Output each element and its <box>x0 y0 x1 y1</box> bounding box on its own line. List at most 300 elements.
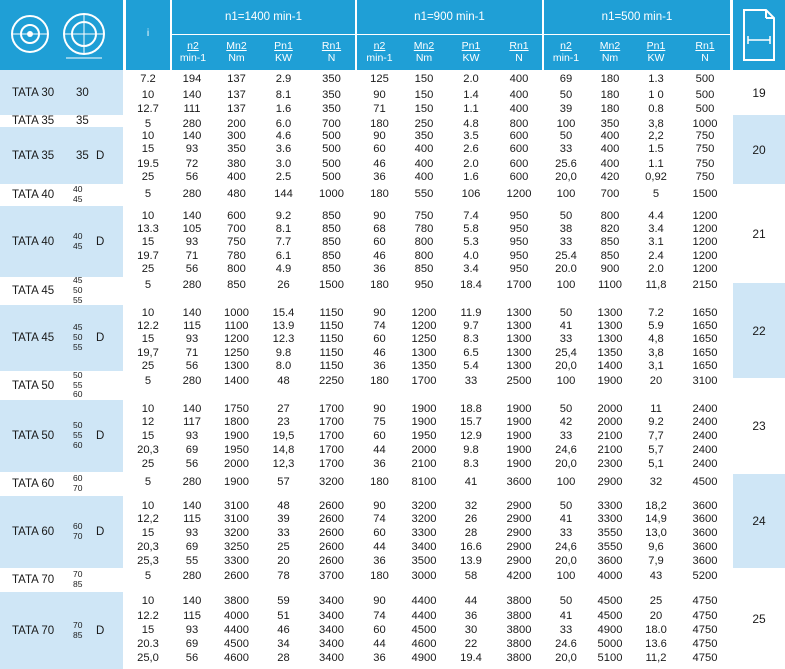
model-sizes: 70 85 <box>73 619 83 640</box>
table-row <box>126 188 731 200</box>
value-cell: 4900 <box>411 652 437 664</box>
value-cell: 30 <box>464 624 478 636</box>
value-cell: 3500 <box>411 555 437 567</box>
value-cell: 400 <box>414 158 434 170</box>
value-cell: 71 <box>185 347 199 359</box>
model-label <box>0 277 123 305</box>
model-label <box>0 127 123 184</box>
table-row <box>126 118 731 130</box>
column-header: Mn2 Nm <box>413 39 435 64</box>
model-name: TATA 70 <box>12 624 55 637</box>
value-cell: 1150 <box>319 307 344 319</box>
ratio-cell: 25,3 <box>137 555 159 567</box>
value-cell: 850 <box>600 236 620 248</box>
value-cell: 2600 <box>319 500 344 512</box>
table-row <box>126 500 731 512</box>
ratio-cell: 12.7 <box>137 103 159 115</box>
value-cell: 5,1 <box>648 458 664 470</box>
page-reference: 24 <box>733 474 785 568</box>
value-cell: 69 <box>185 444 199 456</box>
value-cell: 4500 <box>411 624 437 636</box>
value-cell: 1200 <box>692 236 718 248</box>
value-cell: 2.0 <box>463 158 479 170</box>
value-cell: 700 <box>322 118 341 130</box>
value-cell: 90 <box>373 210 386 222</box>
value-cell: 32 <box>649 476 663 488</box>
value-cell: 13,0 <box>645 527 667 539</box>
value-cell: 3800 <box>506 595 532 607</box>
model-label <box>0 472 123 496</box>
value-cell: 5.3 <box>463 236 479 248</box>
value-cell: 1.6 <box>275 103 292 115</box>
value-cell: 180 <box>600 103 620 115</box>
value-cell: 750 <box>695 143 715 155</box>
value-cell: 15.7 <box>460 416 482 428</box>
value-cell: 117 <box>183 416 201 428</box>
value-cell: 137 <box>227 73 246 85</box>
value-cell: 12.3 <box>272 333 295 345</box>
value-cell: 2100 <box>411 458 437 470</box>
value-cell: 4750 <box>692 652 718 664</box>
value-cell: 850 <box>322 210 341 222</box>
value-cell: 4000 <box>597 570 623 582</box>
value-cell: 4.8 <box>463 118 479 130</box>
table-row <box>126 210 731 222</box>
ratio-cell: 20,3 <box>137 444 159 456</box>
value-cell: 4750 <box>692 595 718 607</box>
value-cell: 56 <box>185 171 199 183</box>
model-name: TATA 40 <box>12 235 55 248</box>
table-row <box>126 223 731 235</box>
model-variant: D <box>96 149 105 162</box>
value-cell: 300 <box>227 130 246 142</box>
model-label <box>0 70 123 115</box>
value-cell: 600 <box>509 171 529 183</box>
speed-header-1400: n1=1400 min-1 <box>224 11 303 23</box>
value-cell: 2900 <box>506 527 532 539</box>
model-label <box>0 371 123 400</box>
value-cell: 90 <box>373 500 386 512</box>
value-cell: 250 <box>414 118 434 130</box>
column-header: n2 min-1 <box>366 39 393 64</box>
value-cell: 137 <box>227 89 246 101</box>
value-cell: 280 <box>182 188 202 200</box>
value-cell: 19,5 <box>272 430 295 442</box>
value-cell: 90 <box>373 595 386 607</box>
value-cell: 1650 <box>692 320 718 332</box>
table-row <box>126 158 731 170</box>
value-cell: 850 <box>600 250 620 262</box>
value-cell: 1150 <box>319 320 344 332</box>
value-cell: 1900 <box>224 476 249 488</box>
value-cell: 200 <box>227 118 246 130</box>
value-cell: 5.9 <box>648 320 664 332</box>
value-cell: 22 <box>464 638 478 650</box>
value-cell: 3400 <box>319 652 344 664</box>
value-cell: 1950 <box>411 430 437 442</box>
value-cell: 7,9 <box>648 555 664 567</box>
value-cell: 11,2 <box>645 652 667 664</box>
ratio-cell: 10 <box>141 89 155 101</box>
ratio-cell: 10 <box>141 403 155 415</box>
table-row <box>126 541 731 553</box>
value-cell: 50 <box>559 89 573 101</box>
value-cell: 1900 <box>411 416 437 428</box>
value-cell: 3.5 <box>463 130 479 142</box>
value-cell: 93 <box>185 333 199 345</box>
value-cell: 1300 <box>506 347 532 359</box>
value-cell: 420 <box>600 171 620 183</box>
model-name: TATA 35 <box>12 149 55 162</box>
value-cell: 46 <box>373 347 386 359</box>
value-cell: 5100 <box>597 652 623 664</box>
value-cell: 1650 <box>692 333 718 345</box>
value-cell: 72 <box>185 158 199 170</box>
value-cell: 850 <box>322 236 341 248</box>
value-cell: 9,6 <box>648 541 664 553</box>
value-cell: 500 <box>695 103 715 115</box>
value-cell: 1700 <box>319 444 344 456</box>
value-cell: 4750 <box>692 624 718 636</box>
value-cell: 2600 <box>319 555 344 567</box>
model-name: TATA 70 <box>12 574 55 586</box>
value-cell: 33 <box>277 527 290 539</box>
table-row <box>126 476 731 488</box>
value-cell: 36 <box>373 652 386 664</box>
model-name: TATA 35 <box>12 115 55 127</box>
value-cell: 41 <box>559 610 573 622</box>
value-cell: 3100 <box>692 375 718 387</box>
value-cell: 28 <box>464 527 478 539</box>
table-row <box>126 320 731 332</box>
value-cell: 4400 <box>411 610 437 622</box>
value-cell: 3200 <box>411 500 437 512</box>
value-cell: 140 <box>182 130 202 142</box>
value-cell: 11,8 <box>645 279 667 291</box>
value-cell: 180 <box>370 570 389 582</box>
value-cell: 1300 <box>597 307 623 319</box>
value-cell: 1900 <box>597 375 623 387</box>
value-cell: 0,92 <box>645 171 667 183</box>
value-cell: 5 <box>652 188 660 200</box>
value-cell: 20,0 <box>555 458 577 470</box>
column-header: n2 min-1 <box>179 39 207 64</box>
value-cell: 1 0 <box>648 89 664 101</box>
value-cell: 1.1 <box>463 103 479 115</box>
ratio-cell: 5 <box>144 476 152 488</box>
value-cell: 74 <box>373 513 386 525</box>
ratio-cell: 10 <box>141 210 155 222</box>
model-label <box>0 184 123 206</box>
value-cell: 115 <box>183 320 201 332</box>
value-cell: 3,1 <box>648 360 664 372</box>
table-row <box>126 610 731 622</box>
value-cell: 8.1 <box>275 223 292 235</box>
value-cell: 44 <box>373 638 386 650</box>
value-cell: 550 <box>414 188 434 200</box>
model-label <box>0 496 123 568</box>
value-cell: 3200 <box>224 527 249 539</box>
value-cell: 1500 <box>692 188 718 200</box>
value-cell: 1150 <box>319 360 344 372</box>
value-cell: 6.0 <box>275 118 292 130</box>
value-cell: 800 <box>509 118 529 130</box>
value-cell: 1250 <box>411 333 437 345</box>
model-name: TATA 30 <box>12 86 55 99</box>
value-cell: 20 <box>649 610 663 622</box>
speed-header-500: n1=500 min-1 <box>601 11 673 23</box>
value-cell: 18,2 <box>645 500 667 512</box>
value-cell: 100 <box>556 188 576 200</box>
ratio-cell: 10 <box>141 595 155 607</box>
value-cell: 7,7 <box>648 430 664 442</box>
model-variant: D <box>96 235 105 248</box>
value-cell: 2000 <box>411 444 437 456</box>
value-cell: 44 <box>373 444 386 456</box>
value-cell: 26 <box>464 513 478 525</box>
value-cell: 8.3 <box>463 458 479 470</box>
table-row <box>126 416 731 428</box>
value-cell: 93 <box>185 624 199 636</box>
value-cell: 18.0 <box>645 624 667 636</box>
value-cell: 950 <box>509 250 529 262</box>
value-cell: 111 <box>183 103 201 115</box>
value-cell: 15.4 <box>272 307 295 319</box>
value-cell: 3600 <box>692 500 718 512</box>
model-sizes: 50 55 60 <box>73 369 83 400</box>
ratio-cell: 15 <box>141 527 155 539</box>
value-cell: 400 <box>414 171 434 183</box>
value-cell: 100 <box>556 279 576 291</box>
value-cell: 56 <box>185 360 199 372</box>
value-cell: 900 <box>600 263 620 275</box>
value-cell: 56 <box>185 458 199 470</box>
value-cell: 69 <box>185 541 199 553</box>
value-cell: 400 <box>509 73 529 85</box>
value-cell: 69 <box>185 638 199 650</box>
ratio-cell: 10 <box>141 500 155 512</box>
ratio-cell: 15 <box>141 143 155 155</box>
value-cell: 180 <box>600 89 620 101</box>
value-cell: 2600 <box>319 527 344 539</box>
value-cell: 400 <box>509 103 529 115</box>
value-cell: 13.9 <box>460 555 482 567</box>
value-cell: 3800 <box>506 624 532 636</box>
value-cell: 60 <box>373 430 386 442</box>
value-cell: 3250 <box>224 541 249 553</box>
value-cell: 1300 <box>597 320 623 332</box>
value-cell: 2.0 <box>648 263 664 275</box>
model-sizes: 45 50 55 <box>73 322 83 352</box>
table-row <box>126 527 731 539</box>
value-cell: 950 <box>414 279 434 291</box>
page-reference: 19 <box>752 85 766 100</box>
value-cell: 750 <box>695 171 715 183</box>
model-variant: D <box>96 430 105 442</box>
table-row <box>126 624 731 636</box>
value-cell: 58 <box>464 570 478 582</box>
value-cell: 60 <box>373 333 386 345</box>
value-cell: 4600 <box>411 638 437 650</box>
value-cell: 1200 <box>692 263 718 275</box>
model-sizes: 60 70 <box>73 521 83 541</box>
column-header: Mn2 Nm <box>226 39 247 64</box>
ratio-cell: 5 <box>144 118 152 130</box>
model-sizes: 40 45 <box>73 230 83 251</box>
value-cell: 100 <box>556 570 576 582</box>
table-row <box>126 279 731 291</box>
value-cell: 90 <box>373 89 386 101</box>
value-cell: 1300 <box>506 320 532 332</box>
value-cell: 14,9 <box>645 513 667 525</box>
value-cell: 1000 <box>224 307 249 319</box>
value-cell: 25,4 <box>555 347 577 359</box>
value-cell: 36 <box>373 263 386 275</box>
value-cell: 44 <box>464 595 478 607</box>
table-row <box>126 143 731 155</box>
table-row <box>126 130 731 142</box>
table-row <box>126 652 731 664</box>
value-cell: 2300 <box>597 458 623 470</box>
value-cell: 115 <box>183 513 201 525</box>
value-cell: 100 <box>556 118 576 130</box>
value-cell: 2150 <box>692 279 718 291</box>
value-cell: 850 <box>227 279 246 291</box>
value-cell: 1900 <box>506 416 532 428</box>
value-cell: 850 <box>322 250 341 262</box>
value-cell: 2500 <box>506 375 532 387</box>
value-cell: 41 <box>559 513 573 525</box>
ratio-cell: 15 <box>141 333 155 345</box>
value-cell: 1950 <box>224 444 249 456</box>
value-cell: 1000 <box>692 118 718 130</box>
value-cell: 5200 <box>692 570 718 582</box>
value-cell: 3.1 <box>648 236 664 248</box>
value-cell: 3100 <box>224 500 249 512</box>
model-sizes: 50 55 60 <box>73 420 83 450</box>
model-name: TATA 60 <box>12 526 55 538</box>
value-cell: 750 <box>695 158 715 170</box>
model-name: TATA 50 <box>12 379 55 392</box>
value-cell: 3300 <box>224 555 249 567</box>
ratio-cell: 12.2 <box>137 320 159 332</box>
value-cell: 140 <box>182 595 202 607</box>
value-cell: 3400 <box>319 624 344 636</box>
value-cell: 5.4 <box>463 360 479 372</box>
ratio-cell: 10 <box>141 307 155 319</box>
model-name: TATA 45 <box>12 285 55 297</box>
table-row <box>126 513 731 525</box>
value-cell: 13.6 <box>645 638 667 650</box>
value-cell: 14,8 <box>272 444 295 456</box>
value-cell: 1200 <box>411 320 437 332</box>
value-cell: 180 <box>370 188 389 200</box>
table-row <box>126 375 731 387</box>
value-cell: 24,6 <box>555 444 577 456</box>
model-name: TATA 60 <box>12 478 55 490</box>
value-cell: 11.9 <box>460 307 482 319</box>
value-cell: 1800 <box>224 416 249 428</box>
value-cell: 1150 <box>319 333 344 345</box>
value-cell: 20 <box>277 555 290 567</box>
model-name: TATA 50 <box>12 430 55 442</box>
value-cell: 1300 <box>506 307 532 319</box>
value-cell: 60 <box>373 624 386 636</box>
value-cell: 1100 <box>224 320 249 332</box>
value-cell: 140 <box>182 307 202 319</box>
value-cell: 3,8 <box>648 118 664 130</box>
value-cell: 74 <box>373 610 386 622</box>
value-cell: 4500 <box>692 476 718 488</box>
model-variant: D <box>96 526 105 538</box>
value-cell: 3000 <box>411 570 437 582</box>
value-cell: 2100 <box>597 444 623 456</box>
value-cell: 3800 <box>506 652 532 664</box>
value-cell: 33 <box>559 143 573 155</box>
value-cell: 32 <box>464 500 478 512</box>
value-cell: 1400 <box>224 375 249 387</box>
value-cell: 68 <box>373 223 386 235</box>
model-label <box>0 400 123 472</box>
value-cell: 500 <box>322 171 341 183</box>
value-cell: 2900 <box>597 476 623 488</box>
value-cell: 3,8 <box>648 347 664 359</box>
value-cell: 280 <box>182 476 202 488</box>
value-cell: 2.5 <box>275 171 292 183</box>
value-cell: 6.5 <box>463 347 479 359</box>
table-row <box>126 570 731 582</box>
model-label <box>0 115 123 127</box>
value-cell: 4750 <box>692 638 718 650</box>
value-cell: 46 <box>277 624 290 636</box>
value-cell: 27 <box>277 403 290 415</box>
value-cell: 144 <box>274 188 293 200</box>
column-header: n2 min-1 <box>552 39 580 64</box>
value-cell: 140 <box>182 500 202 512</box>
value-cell: 18.8 <box>460 403 482 415</box>
value-cell: 500 <box>695 89 715 101</box>
value-cell: 75 <box>373 416 386 428</box>
value-cell: 90 <box>373 307 386 319</box>
value-cell: 350 <box>414 130 434 142</box>
value-cell: 42 <box>559 416 573 428</box>
value-cell: 56 <box>185 652 199 664</box>
column-header: Rn1 N <box>695 39 715 64</box>
value-cell: 850 <box>322 263 341 275</box>
value-cell: 350 <box>600 118 620 130</box>
value-cell: 9.2 <box>275 210 292 222</box>
value-cell: 93 <box>185 430 199 442</box>
value-cell: 90 <box>373 130 386 142</box>
ratio-cell: 25 <box>141 263 155 275</box>
i-header: i <box>146 27 150 39</box>
value-cell: 4500 <box>224 638 249 650</box>
value-cell: 820 <box>600 223 620 235</box>
value-cell: 350 <box>322 73 341 85</box>
value-cell: 400 <box>600 158 620 170</box>
value-cell: 140 <box>182 403 202 415</box>
ratio-cell: 12.2 <box>137 610 159 622</box>
value-cell: 41 <box>559 320 573 332</box>
value-cell: 3400 <box>319 595 344 607</box>
value-cell: 950 <box>509 263 529 275</box>
value-cell: 400 <box>509 89 529 101</box>
value-cell: 38 <box>559 223 573 235</box>
ratio-cell: 15 <box>141 624 155 636</box>
value-cell: 350 <box>227 143 246 155</box>
value-cell: 4.9 <box>275 263 292 275</box>
table-row <box>126 458 731 470</box>
